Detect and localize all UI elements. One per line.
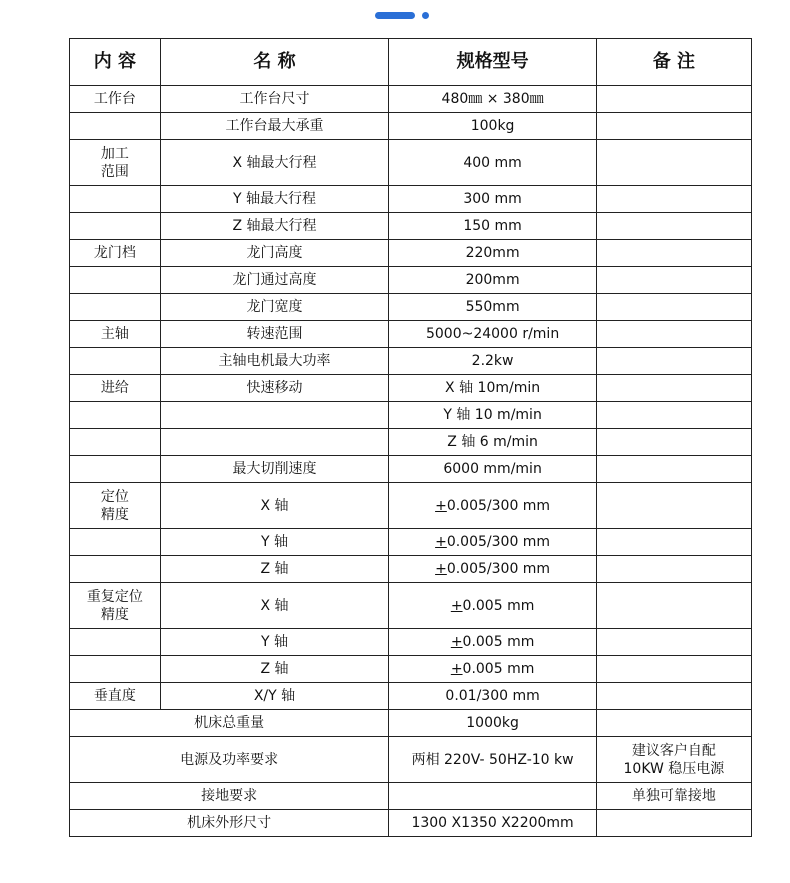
table-row — [70, 321, 752, 348]
row-name: Y 轴 — [160, 529, 389, 556]
top-decoration — [375, 11, 431, 21]
row-spec: 200mm — [389, 267, 597, 294]
table-row — [70, 529, 752, 556]
row-remark — [596, 556, 751, 583]
row-remark — [596, 629, 751, 656]
row-spec — [389, 529, 597, 556]
row-category — [70, 529, 161, 556]
row-category: 垂直度 — [70, 683, 161, 710]
row-spec: Y 轴 10 m/min — [389, 402, 597, 429]
row-remark — [596, 113, 751, 140]
row-category — [70, 456, 161, 483]
row-spec: 1000kg — [389, 710, 597, 737]
row-name: Y 轴 — [160, 629, 389, 656]
row-name: 龙门通过高度 — [160, 267, 389, 294]
table-row — [70, 629, 752, 656]
table-header-row — [70, 39, 752, 86]
table-row — [70, 86, 752, 113]
table-row — [70, 186, 752, 213]
row-remark — [596, 529, 751, 556]
table-row — [70, 375, 752, 402]
row-name — [160, 402, 389, 429]
row-remark — [596, 456, 751, 483]
row-spec — [389, 583, 597, 629]
row-remark: 单独可靠接地 — [596, 783, 751, 810]
plus-minus-sign: + — [450, 597, 463, 614]
row-category — [70, 186, 161, 213]
row-name: Z 轴 — [160, 656, 389, 683]
row-spec: 480㎜ × 380㎜ — [389, 86, 597, 113]
row-category — [70, 348, 161, 375]
row-remark: 建议客户自配 10KW 稳压电源 — [596, 737, 751, 783]
row-spec: Z 轴 6 m/min — [389, 429, 597, 456]
row-spec: 6000 mm/min — [389, 456, 597, 483]
row-label: 电源及功率要求 — [70, 737, 389, 783]
plus-minus-sign: + — [435, 497, 447, 514]
row-name: 工作台尺寸 — [160, 86, 389, 113]
spec-value: 0.005/300 mm — [446, 497, 551, 514]
row-name: 主轴电机最大功率 — [160, 348, 389, 375]
row-remark — [596, 140, 751, 186]
plus-minus-sign: + — [450, 661, 463, 677]
table-row — [70, 583, 752, 629]
row-spec: 150 mm — [389, 213, 597, 240]
row-remark — [596, 213, 751, 240]
table-row — [70, 213, 752, 240]
row-name: 龙门高度 — [160, 240, 389, 267]
row-spec: 550mm — [389, 294, 597, 321]
row-name: 工作台最大承重 — [160, 113, 389, 140]
row-name — [160, 429, 389, 456]
decoration-pill — [375, 12, 415, 19]
row-spec: 1300 X1350 X2200mm — [389, 810, 597, 837]
spec-value: 0.005/300 mm — [446, 561, 551, 577]
row-remark — [596, 348, 751, 375]
header-remark: 备 注 — [596, 39, 751, 86]
row-name: X 轴最大行程 — [160, 140, 389, 186]
row-spec: 220mm — [389, 240, 597, 267]
table-row — [70, 348, 752, 375]
row-name: Z 轴 — [160, 556, 389, 583]
spec-value: 0.005 mm — [462, 661, 535, 677]
row-remark — [596, 375, 751, 402]
header-content: 内 容 — [70, 39, 161, 86]
row-name: 快速移动 — [160, 375, 389, 402]
table-row — [70, 294, 752, 321]
row-spec: 两相 220V- 50HZ-10 kw — [389, 737, 597, 783]
row-remark — [596, 429, 751, 456]
spec-value: 0.005 mm — [462, 597, 535, 614]
table-row — [70, 429, 752, 456]
row-category — [70, 629, 161, 656]
table-row — [70, 556, 752, 583]
table-row — [70, 402, 752, 429]
row-category: 加工 范围 — [70, 140, 161, 186]
row-name: Z 轴最大行程 — [160, 213, 389, 240]
decoration-dot — [422, 12, 429, 19]
row-remark — [596, 267, 751, 294]
row-remark — [596, 810, 751, 837]
row-label: 机床总重量 — [70, 710, 389, 737]
row-category: 龙门档 — [70, 240, 161, 267]
plus-minus-sign: + — [435, 534, 447, 550]
row-remark — [596, 583, 751, 629]
row-category — [70, 656, 161, 683]
table-row — [70, 267, 752, 294]
row-remark — [596, 656, 751, 683]
row-name: 龙门宽度 — [160, 294, 389, 321]
row-remark — [596, 294, 751, 321]
row-spec — [389, 656, 597, 683]
table-row — [70, 783, 752, 810]
table-row — [70, 483, 752, 529]
row-category: 定位 精度 — [70, 483, 161, 529]
row-spec: 400 mm — [389, 140, 597, 186]
row-category: 工作台 — [70, 86, 161, 113]
header-spec: 规格型号 — [389, 39, 597, 86]
table-row — [70, 737, 752, 783]
table-row — [70, 810, 752, 837]
row-category — [70, 402, 161, 429]
row-category: 重复定位 精度 — [70, 583, 161, 629]
table-row — [70, 140, 752, 186]
row-category — [70, 267, 161, 294]
row-remark — [596, 186, 751, 213]
row-category: 进给 — [70, 375, 161, 402]
row-spec: 100kg — [389, 113, 597, 140]
row-name: 转速范围 — [160, 321, 389, 348]
row-name: X 轴 — [160, 483, 389, 529]
table-row — [70, 240, 752, 267]
row-remark — [596, 321, 751, 348]
header-name: 名 称 — [160, 39, 389, 86]
table-row — [70, 113, 752, 140]
row-name: X/Y 轴 — [160, 683, 389, 710]
spec-value: 0.005 mm — [462, 634, 535, 650]
row-spec: 300 mm — [389, 186, 597, 213]
row-remark — [596, 86, 751, 113]
row-category — [70, 429, 161, 456]
row-name: 最大切削速度 — [160, 456, 389, 483]
table-row — [70, 656, 752, 683]
row-spec — [389, 629, 597, 656]
row-spec — [389, 783, 597, 810]
spec-table — [69, 38, 752, 837]
row-category — [70, 113, 161, 140]
row-spec: 5000~24000 r/min — [389, 321, 597, 348]
row-category: 主轴 — [70, 321, 161, 348]
row-spec: 0.01/300 mm — [389, 683, 597, 710]
row-name: Y 轴最大行程 — [160, 186, 389, 213]
row-name: X 轴 — [160, 583, 389, 629]
row-remark — [596, 683, 751, 710]
table-row — [70, 710, 752, 737]
row-remark — [596, 402, 751, 429]
row-spec — [389, 556, 597, 583]
plus-minus-sign: + — [450, 634, 463, 650]
row-spec — [389, 483, 597, 529]
row-remark — [596, 240, 751, 267]
row-spec: X 轴 10m/min — [389, 375, 597, 402]
table-row — [70, 683, 752, 710]
row-label: 机床外形尺寸 — [70, 810, 389, 837]
row-remark — [596, 710, 751, 737]
row-category — [70, 294, 161, 321]
table-row — [70, 456, 752, 483]
row-remark — [596, 483, 751, 529]
row-label: 接地要求 — [70, 783, 389, 810]
spec-value: 0.005/300 mm — [446, 534, 551, 550]
row-category — [70, 213, 161, 240]
row-spec: 2.2kw — [389, 348, 597, 375]
plus-minus-sign: + — [435, 561, 447, 577]
row-category — [70, 556, 161, 583]
